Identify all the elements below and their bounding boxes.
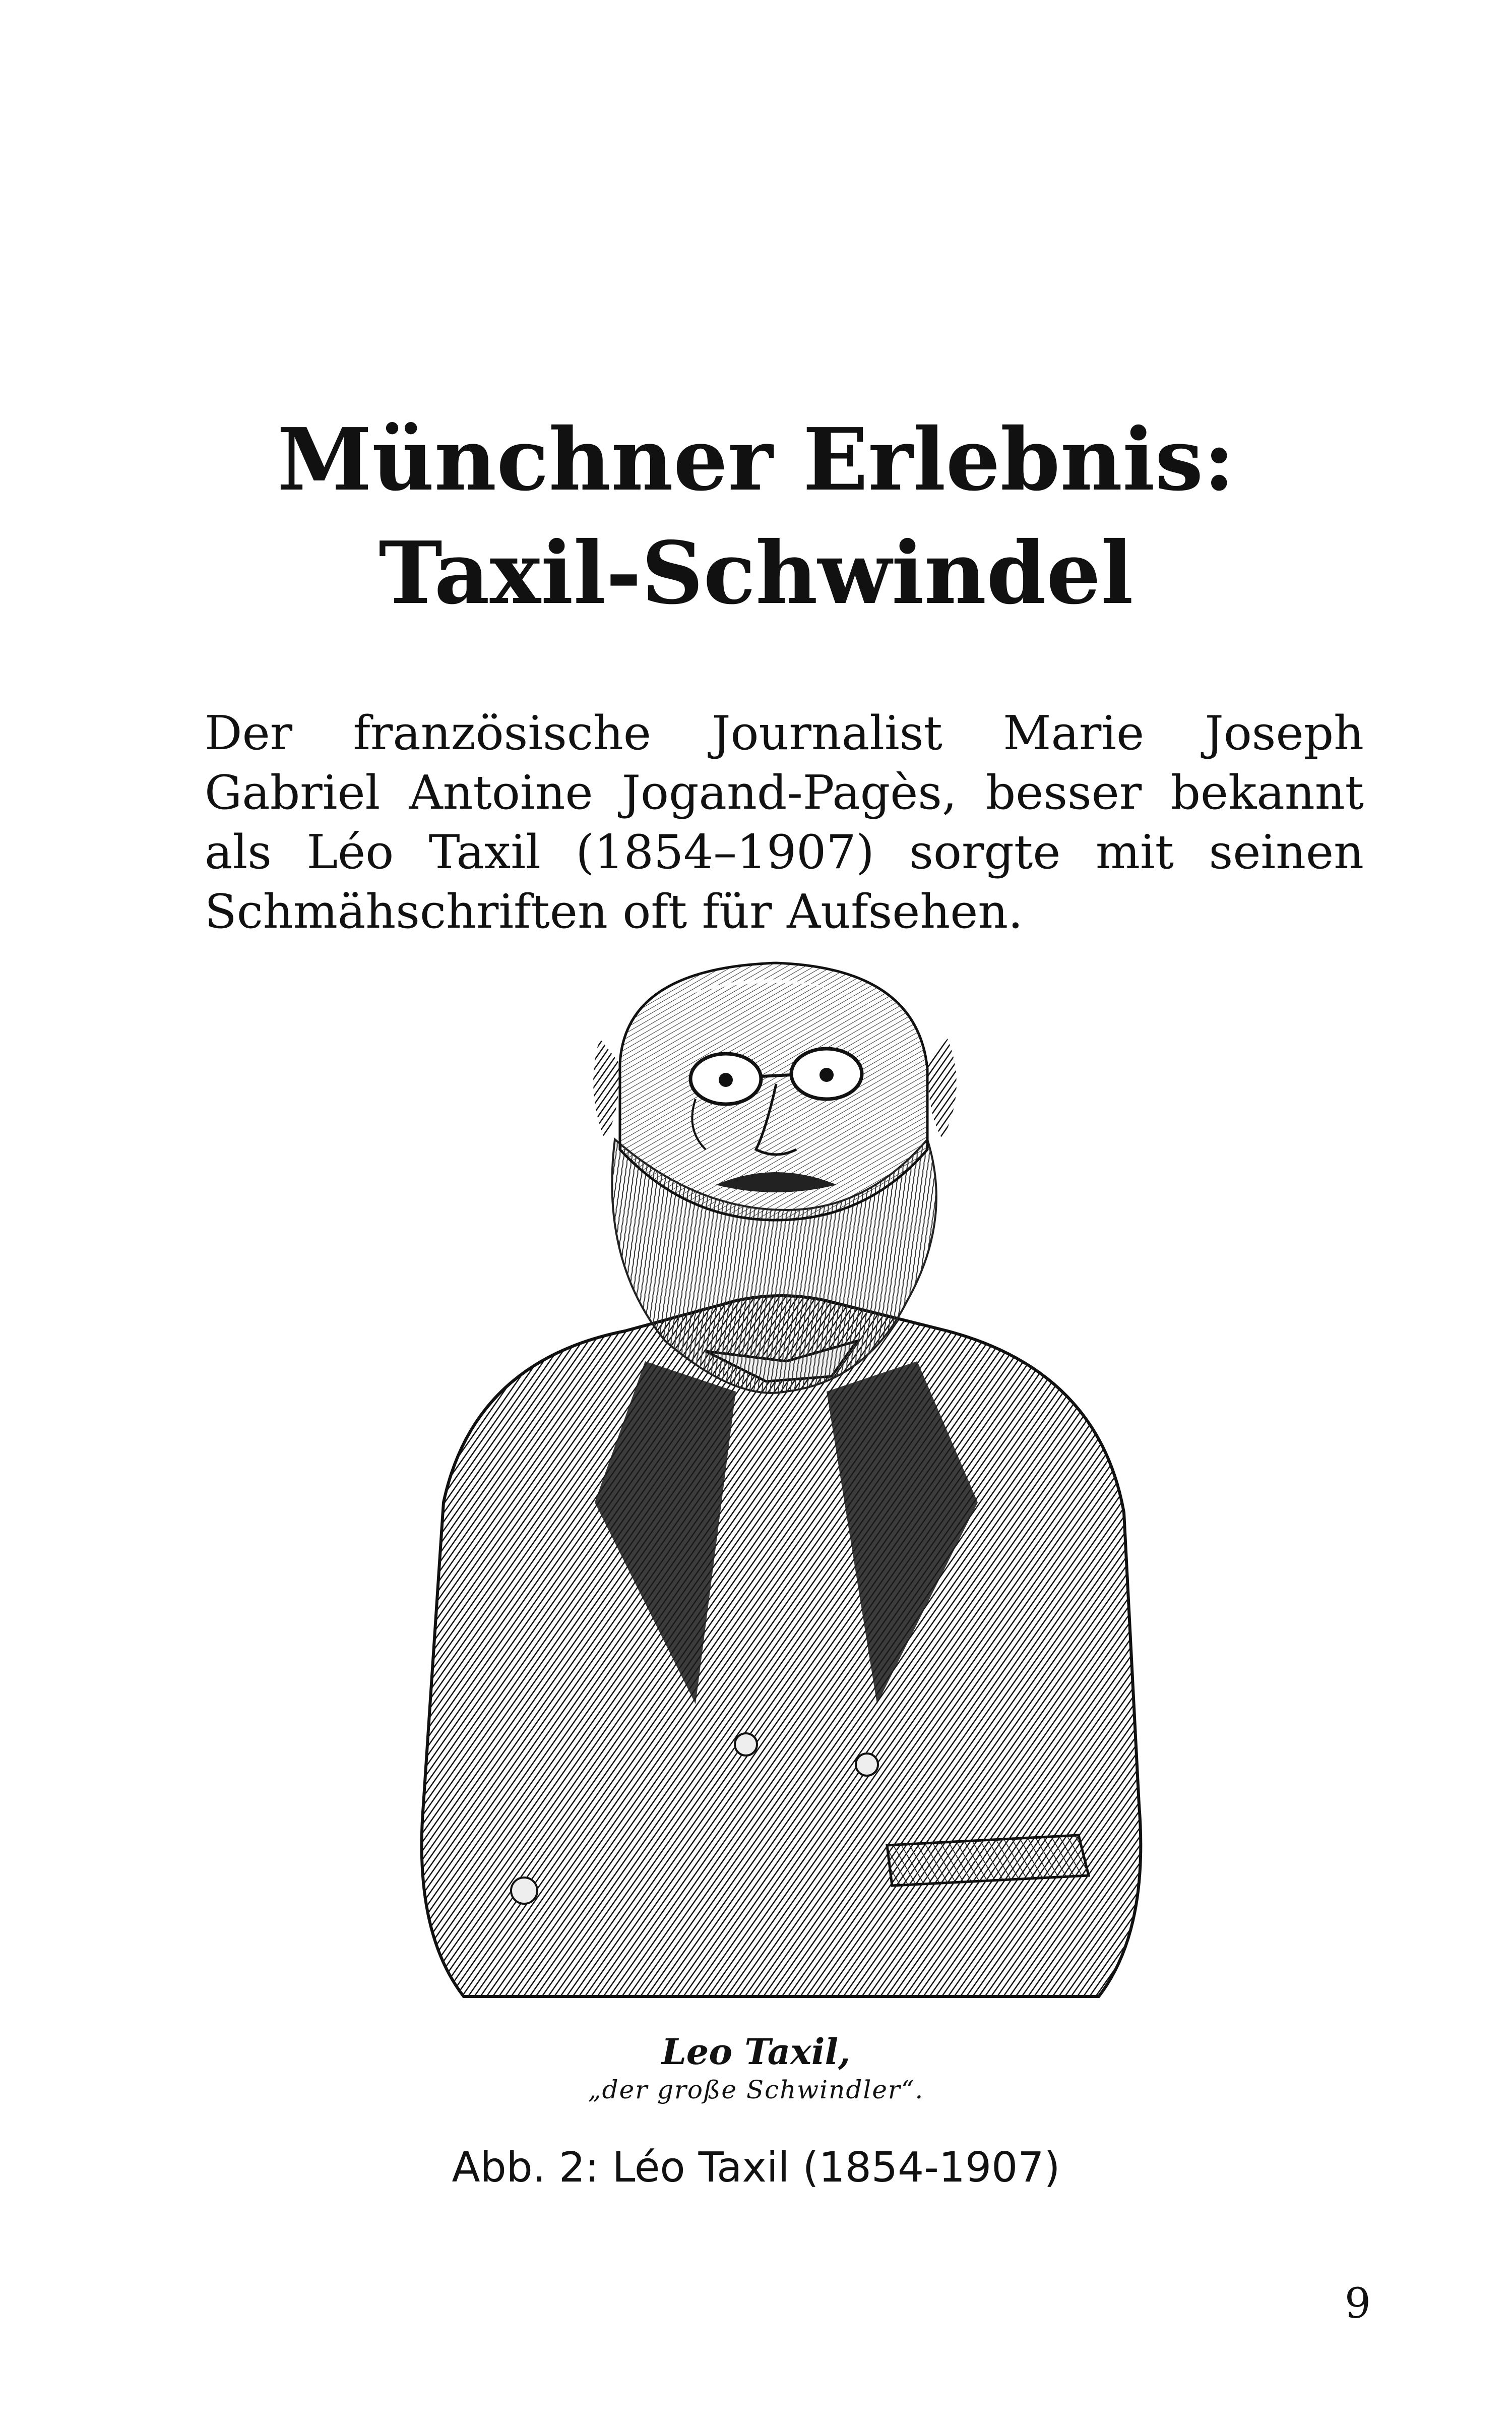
engraving-name: Leo Taxil, bbox=[661, 2031, 851, 2073]
figure-caption: Abb. 2: Léo Taxil (1854-1907) bbox=[452, 2144, 1060, 2192]
portrait-engraving bbox=[383, 948, 1179, 2017]
engraving-subtitle: „der große Schwindler“. bbox=[588, 2075, 924, 2104]
page-number: 9 bbox=[1344, 2280, 1371, 2328]
chapter-title bbox=[0, 403, 1512, 630]
intro-paragraph: Der französische Journalist Marie Joseph Gabriel Antoine Jogand-Pagès, besser bekannt als Léo Taxil (1854–1907) sorgte mit seinen Schmähschriften oft für Aufsehen. bbox=[205, 706, 1364, 939]
chapter-title-line-2: Taxil-Schwindel bbox=[379, 523, 1133, 624]
engraving-caption bbox=[0, 2032, 1512, 2107]
chapter-title-line-1: Münchner Erlebnis: bbox=[277, 409, 1235, 510]
